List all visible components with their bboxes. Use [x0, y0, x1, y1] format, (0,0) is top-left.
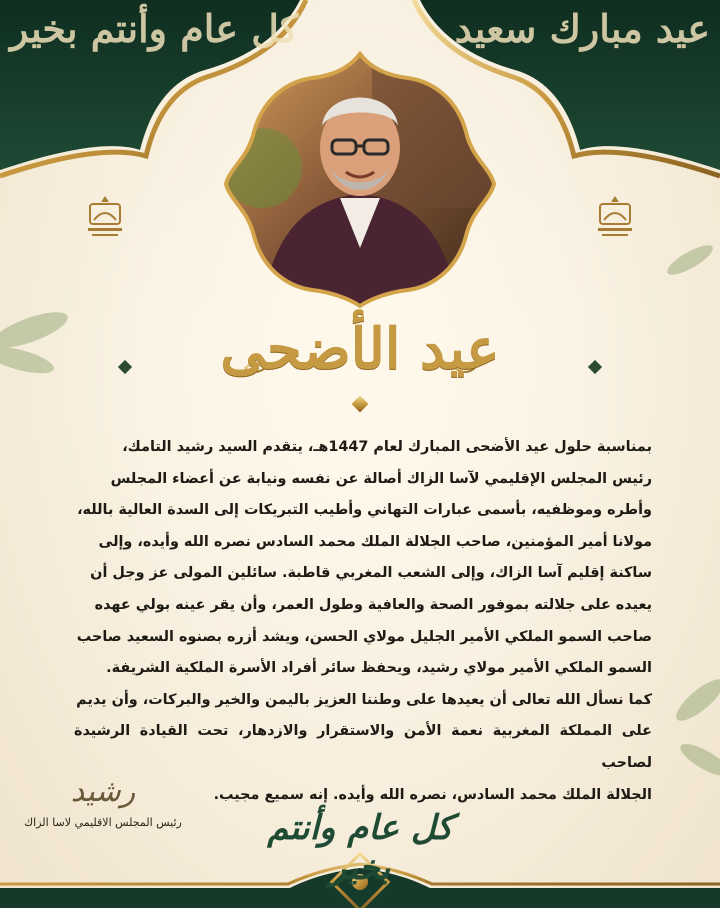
- signature-caption: رئيس المجلس الاقليمي لاسا الزاك: [24, 816, 182, 829]
- council-emblem-left: [80, 192, 130, 242]
- portrait-frame: [222, 48, 498, 310]
- corner-calligraphy-right: عيد مبارك سعيد: [454, 6, 710, 51]
- message-line: كما نسأل الله تعالى أن يعيدها على وطننا العزيز باليمن والخير والبركات، وأن يديم: [76, 691, 652, 708]
- message-body: [74, 432, 652, 811]
- message-line: ساكنة إقليم آسا الزاك، وإلى الشعب المغربي قاطبة. سائلين المولى عز وجل أن: [90, 565, 652, 582]
- corner-calligraphy-left: كل عام وأنتم بخير: [10, 6, 299, 51]
- message-line: الجلالة الملك محمد السادس، نصره الله وأيده. إنه سميع مجيب.: [213, 786, 652, 803]
- message-line: يعيده على جلالته بموفور الصحة والعافية وطول العمر، وأن يقر عينه بولي عهده: [94, 596, 652, 613]
- signature-block: [18, 772, 188, 829]
- page-title: عيد الأضحى: [220, 316, 500, 382]
- message-line: السمو الملكي الأمير مولاي رشيد، ويحفظ سائر أفراد الأسرة الملكية الشريفة.: [106, 660, 652, 677]
- signature-mark: رشيد: [70, 774, 136, 809]
- message-line: بمناسبة حلول عيد الأضحى المبارك لعام 1447هـ، يتقدم السيد رشيد التامك،: [122, 439, 652, 455]
- message-line: صاحب السمو الملكي الأمير الجليل مولاي الحسن، ويشد أزره بصنوه السعيد صاحب: [76, 628, 652, 645]
- message-line: على المملكة المغربية نعمة الأمن والاستقرار والازدهار، تحت القيادة الرشيدة لصاحب: [74, 723, 652, 771]
- message-line: مولانا أمير المؤمنين، صاحب الجلالة الملك محمد السادس نصره الله وأيده، وإلى: [98, 533, 652, 550]
- message-line: رئيس المجلس الإقليمي لآسا الزاك أصالة عن نفسه ونيابة عن أعضاء المجلس: [110, 470, 652, 487]
- greeting-calligraphy: كل عام وأنتم بخير: [267, 808, 453, 888]
- message-line: وأطره وموظفيه، بأسمى عبارات التهاني وأطيب التبريكات إلى السدة العالية بالله،: [77, 502, 652, 519]
- council-emblem-right: [590, 192, 640, 242]
